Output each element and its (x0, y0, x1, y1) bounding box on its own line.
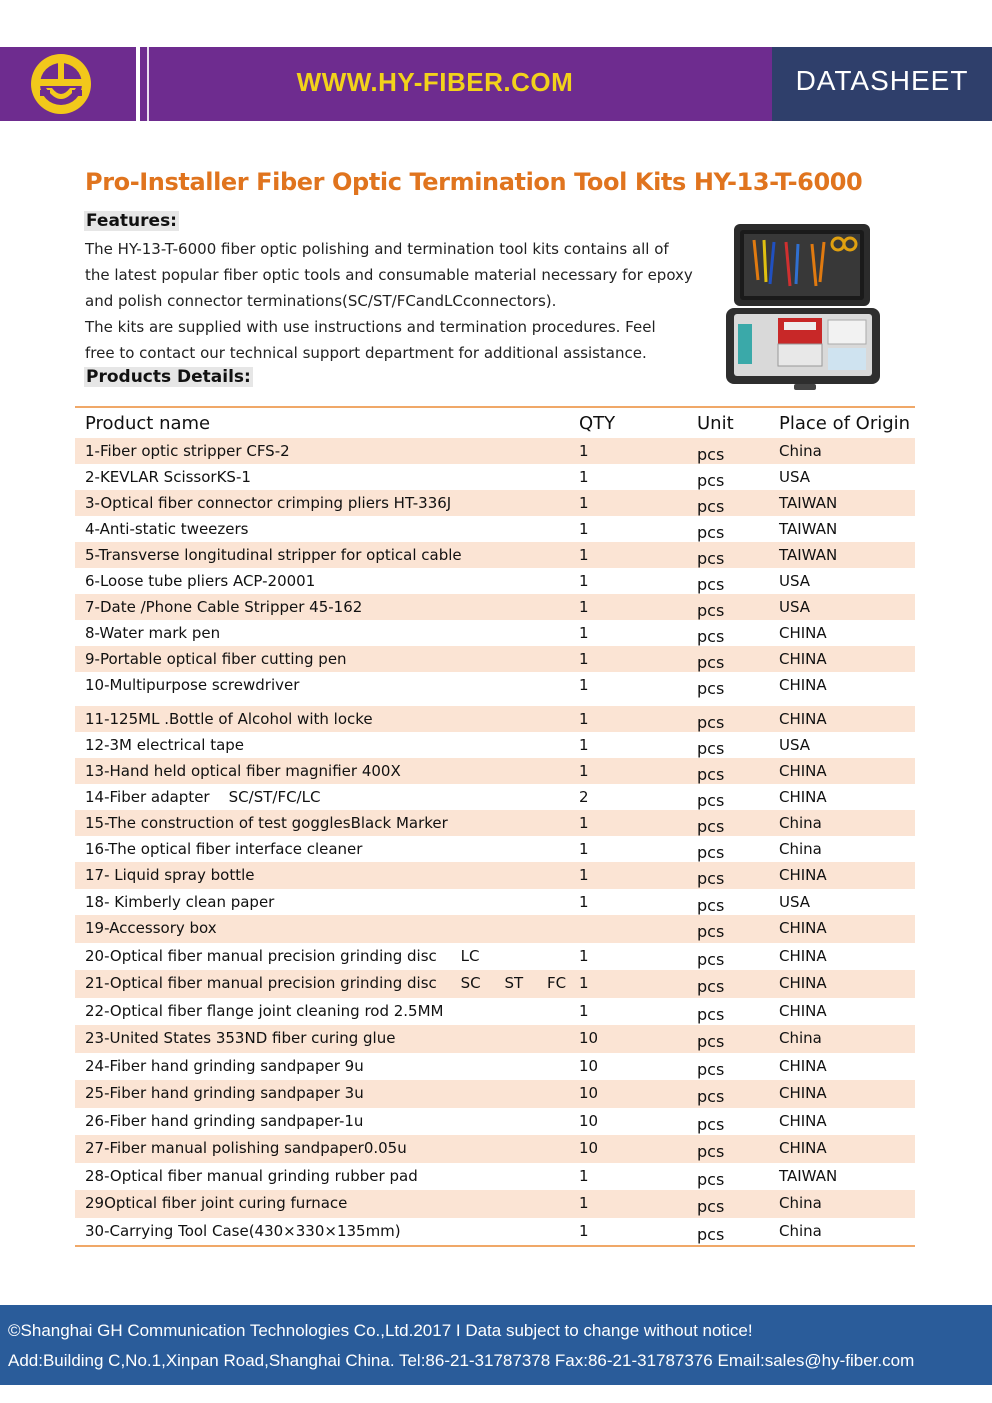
cell-product-name: 3-Optical fiber connector crimping pliers HT-336J (85, 494, 452, 512)
table-row (75, 1053, 915, 1080)
cell-unit: pcs (697, 601, 725, 620)
cell-product-name: 15-The construction of test gogglesBlack Marker (85, 814, 448, 832)
table-body (75, 438, 915, 1245)
cell-origin: CHINA (779, 1084, 827, 1102)
cell-product-name: 14-Fiber adapter SC/ST/FC/LC (85, 788, 321, 806)
cell-product-name: 13-Hand held optical fiber magnifier 400X (85, 762, 401, 780)
header-divider-thin (147, 47, 149, 121)
company-logo (24, 50, 98, 118)
cell-origin: CHINA (779, 947, 827, 965)
cell-qty: 1 (579, 494, 589, 512)
cell-product-name: 26-Fiber hand grinding sandpaper-1u (85, 1112, 364, 1130)
cell-unit: pcs (697, 977, 725, 996)
table-row (75, 784, 915, 810)
cell-origin: CHINA (779, 919, 827, 937)
cell-product-name: 25-Fiber hand grinding sandpaper 3u (85, 1084, 364, 1102)
cell-origin: USA (779, 893, 811, 911)
cell-unit: pcs (697, 739, 725, 758)
cell-origin: China (779, 1029, 822, 1047)
cell-origin: CHINA (779, 624, 827, 642)
cell-qty: 1 (579, 1167, 589, 1185)
cell-origin: CHINA (779, 866, 827, 884)
cell-unit: pcs (697, 791, 725, 810)
cell-qty: 10 (579, 1057, 599, 1075)
cell-qty: 1 (579, 840, 589, 858)
cell-qty: 1 (579, 520, 589, 538)
table-row (75, 594, 915, 620)
cell-qty: 1 (579, 736, 589, 754)
cell-origin: CHINA (779, 1057, 827, 1075)
cell-product-name: 24-Fiber hand grinding sandpaper 9u (85, 1057, 364, 1075)
cell-product-name: 7-Date /Phone Cable Stripper 45-162 (85, 598, 363, 616)
cell-unit: pcs (697, 1225, 725, 1244)
features-line: free to contact our technical support department for additional assistance. (85, 344, 647, 362)
cell-product-name: 16-The optical fiber interface cleaner (85, 840, 363, 858)
table-row (75, 438, 915, 464)
cell-qty: 1 (579, 762, 589, 780)
cell-product-name: 12-3M electrical tape (85, 736, 245, 754)
cell-qty: 1 (579, 624, 589, 642)
table-row (75, 1025, 915, 1053)
cell-product-name: 9-Portable optical fiber cutting pen (85, 650, 347, 668)
cell-product-name: 6-Loose tube pliers ACP-20001 (85, 572, 316, 590)
cell-origin: China (779, 1194, 822, 1212)
header-origin: Place of Origin (779, 413, 911, 434)
cell-unit: pcs (697, 896, 725, 915)
cell-origin: TAIWAN (779, 520, 838, 538)
table-row (75, 1190, 915, 1218)
header-divider (136, 47, 140, 121)
table-header-row (75, 408, 915, 438)
cell-qty: 1 (579, 1194, 589, 1212)
cell-product-name: 23-United States 353ND fiber curing glue (85, 1029, 396, 1047)
tool-kit-case-image (720, 220, 890, 392)
table-row (75, 970, 915, 998)
cell-origin: TAIWAN (779, 494, 838, 512)
cell-origin: CHINA (779, 1002, 827, 1020)
cell-unit: pcs (697, 523, 725, 542)
cell-origin: CHINA (779, 788, 827, 806)
cell-origin: TAIWAN (779, 546, 838, 564)
table-row (75, 1218, 915, 1245)
table-row (75, 915, 915, 943)
table-row (75, 646, 915, 672)
website-url[interactable]: WWW.HY-FIBER.COM (296, 67, 574, 97)
footer-address: Add:Building C,No.1,Xinpan Road,Shanghai China. Tel:86-21-31787378 Fax:86-21-31787376 Email:sales@hy-fiber.com (8, 1351, 915, 1370)
cell-unit: pcs (697, 1060, 725, 1079)
cell-origin: TAIWAN (779, 1167, 838, 1185)
cell-qty: 10 (579, 1139, 599, 1157)
cell-unit: pcs (697, 653, 725, 672)
table-row (75, 836, 915, 862)
table-row (75, 1163, 915, 1190)
page-title: Pro-Installer Fiber Optic Termination Tool Kits HY-13-T-6000 (85, 168, 863, 196)
table-row (75, 568, 915, 594)
products-details-heading: Products Details: (86, 367, 251, 387)
cell-qty: 1 (579, 1002, 589, 1020)
cell-product-name: 27-Fiber manual polishing sandpaper0.05u (85, 1139, 407, 1157)
cell-unit: pcs (697, 445, 725, 464)
table-row (75, 672, 915, 706)
cell-product-name: 5-Transverse longitudinal stripper for optical cable (85, 546, 462, 564)
features-text (85, 236, 705, 366)
cell-unit: pcs (697, 549, 725, 568)
cell-origin: CHINA (779, 1112, 827, 1130)
cell-unit: pcs (697, 575, 725, 594)
cell-unit: pcs (697, 843, 725, 862)
table-row (75, 943, 915, 970)
footer-copyright: ©Shanghai GH Communication Technologies Co.,Ltd.2017 I Data subject to change without notice! (8, 1321, 753, 1340)
footer (0, 1305, 992, 1385)
cell-product-name: 22-Optical fiber flange joint cleaning rod 2.5MM (85, 1002, 444, 1020)
table-row (75, 490, 915, 516)
cell-qty: 1 (579, 1222, 589, 1240)
features-line: The kits are supplied with use instructions and termination procedures. Feel (85, 318, 656, 336)
table-row (75, 862, 915, 889)
cell-unit: pcs (697, 1142, 725, 1161)
cell-qty: 10 (579, 1029, 599, 1047)
cell-product-name: 11-125ML .Bottle of Alcohol with locke (85, 710, 373, 728)
cell-unit: pcs (697, 817, 725, 836)
cell-qty: 1 (579, 866, 589, 884)
cell-qty: 1 (579, 676, 589, 694)
cell-qty: 1 (579, 598, 589, 616)
table-row (75, 620, 915, 646)
cell-qty: 1 (579, 947, 589, 965)
cell-product-name: 8-Water mark pen (85, 624, 221, 642)
cell-product-name: 28-Optical fiber manual grinding rubber pad (85, 1167, 418, 1185)
cell-qty: 1 (579, 572, 589, 590)
cell-product-name: 21-Optical fiber manual precision grinding disc SC ST FC (85, 974, 567, 992)
cell-qty: 1 (579, 468, 589, 486)
cell-qty: 1 (579, 814, 589, 832)
header-unit: Unit (697, 413, 734, 434)
cell-qty: 1 (579, 650, 589, 668)
datasheet-label: DATASHEET (795, 65, 969, 96)
cell-product-name: 19-Accessory box (85, 919, 217, 937)
cell-unit: pcs (697, 869, 725, 888)
table-row (75, 889, 915, 915)
features-line: The HY-13-T-6000 fiber optic polishing and termination tool kits contains all of (85, 240, 669, 258)
cell-origin: China (779, 814, 822, 832)
cell-product-name: 4-Anti-static tweezers (85, 520, 249, 538)
cell-origin: CHINA (779, 1139, 827, 1157)
cell-origin: China (779, 1222, 822, 1240)
cell-product-name: 2-KEVLAR ScissorKS-1 (85, 468, 251, 486)
cell-product-name: 1-Fiber optic stripper CFS-2 (85, 442, 290, 460)
cell-product-name: 18- Kimberly clean paper (85, 893, 275, 911)
table-row (75, 810, 915, 836)
products-table (75, 406, 915, 1247)
cell-unit: pcs (697, 1115, 725, 1134)
cell-origin: CHINA (779, 710, 827, 728)
cell-origin: USA (779, 468, 811, 486)
table-row (75, 706, 915, 732)
cell-origin: China (779, 840, 822, 858)
cell-origin: CHINA (779, 650, 827, 668)
cell-unit: pcs (697, 950, 725, 969)
cell-unit: pcs (697, 922, 725, 941)
cell-unit: pcs (697, 713, 725, 732)
cell-product-name: 30-Carrying Tool Case(430×330×135mm) (85, 1222, 401, 1240)
cell-product-name: 20-Optical fiber manual precision grinding disc LC (85, 947, 480, 965)
cell-unit: pcs (697, 471, 725, 490)
cell-qty: 1 (579, 974, 589, 992)
cell-origin: China (779, 442, 822, 460)
features-line: the latest popular fiber optic tools and consumable material necessary for epoxy (85, 266, 693, 284)
cell-qty: 1 (579, 710, 589, 728)
cell-unit: pcs (697, 679, 725, 698)
table-row (75, 1108, 915, 1135)
features-heading: Features: (86, 211, 177, 231)
cell-qty: 1 (579, 442, 589, 460)
cell-unit: pcs (697, 765, 725, 784)
cell-origin: CHINA (779, 974, 827, 992)
table-row (75, 732, 915, 758)
table-row (75, 516, 915, 542)
cell-unit: pcs (697, 627, 725, 646)
cell-origin: USA (779, 572, 811, 590)
cell-unit: pcs (697, 1032, 725, 1051)
cell-qty: 1 (579, 546, 589, 564)
cell-qty: 10 (579, 1084, 599, 1102)
cell-unit: pcs (697, 1170, 725, 1189)
table-row (75, 542, 915, 568)
table-row (75, 1135, 915, 1163)
header-qty: QTY (579, 413, 616, 434)
table-row (75, 758, 915, 784)
table-row (75, 464, 915, 490)
header-banner (0, 47, 992, 121)
cell-product-name: 10-Multipurpose screwdriver (85, 676, 300, 694)
cell-qty: 2 (579, 788, 589, 806)
features-line: and polish connector terminations(SC/ST/FCandLCconnectors). (85, 292, 557, 310)
cell-unit: pcs (697, 1005, 725, 1024)
table-row (75, 998, 915, 1025)
cell-origin: USA (779, 598, 811, 616)
cell-origin: USA (779, 736, 811, 754)
table-row (75, 1080, 915, 1108)
cell-product-name: 17- Liquid spray bottle (85, 866, 255, 884)
cell-unit: pcs (697, 1197, 725, 1216)
cell-unit: pcs (697, 1087, 725, 1106)
cell-origin: CHINA (779, 676, 827, 694)
cell-qty: 1 (579, 893, 589, 911)
cell-product-name: 29Optical fiber joint curing furnace (85, 1194, 348, 1212)
cell-qty: 10 (579, 1112, 599, 1130)
cell-origin: CHINA (779, 762, 827, 780)
header-product-name: Product name (85, 413, 211, 434)
cell-unit: pcs (697, 497, 725, 516)
